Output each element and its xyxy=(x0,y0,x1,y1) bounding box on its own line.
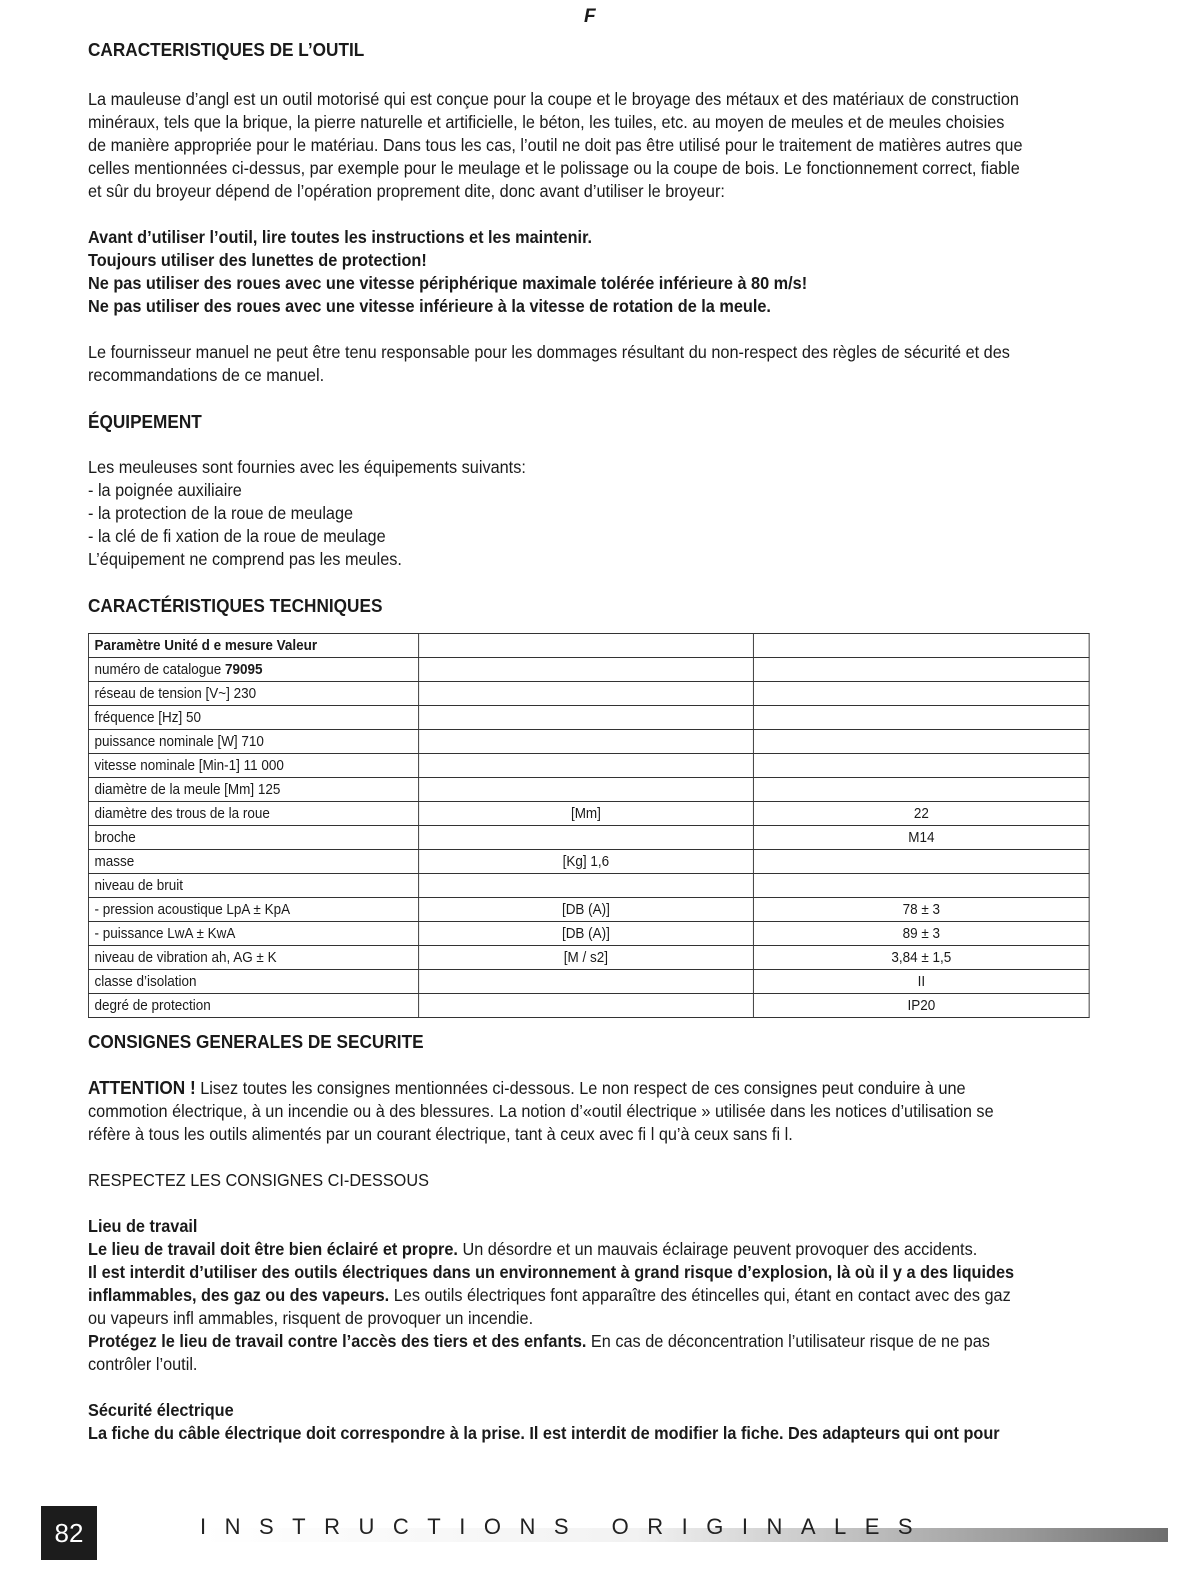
table-row xyxy=(88,850,1089,874)
table-cell: 3,84 ± 1,5 xyxy=(754,946,1090,970)
table-cell xyxy=(418,706,753,730)
subsection-title-electrical-safety: Sécurité électrique xyxy=(88,1400,234,1420)
attention-line: réfère à tous les outils alimentés par un courant électrique, tant à ceux avec fi l qu’à ceux sans fi l. xyxy=(88,1124,793,1144)
footer-label: INSTRUCTIONS ORIGINALES xyxy=(200,1514,932,1539)
workplace-text: Un désordre et un mauvais éclairage peuvent provoquer des accidents. xyxy=(457,1239,978,1259)
table-cell xyxy=(418,874,753,898)
workplace-bold: Protégez le lieu de travail contre l’accès des tiers et des enfants. xyxy=(88,1331,587,1351)
paragraph-line: minéraux, tels que la brique, la pierre naturelle et artificielle, le béton, les tuiles, etc. au moyen de meules et de meules choisies xyxy=(88,112,1005,132)
table-cell: fréquence [Hz] 50 xyxy=(88,706,418,730)
table-cell xyxy=(418,826,753,850)
paragraph-line: celles mentionnées ci-dessus, par exemple pour le meulage et le polissage ou la coupe de bois. Le fonctionnement correct, fiable xyxy=(88,158,1020,178)
workplace-text: En cas de déconcentration l’utilisateur risque de ne pas xyxy=(586,1331,990,1351)
workplace-bold: inflammables, des gaz ou des vapeurs. xyxy=(88,1285,390,1305)
specs-table xyxy=(88,633,1090,1018)
table-cell: [DB (A)] xyxy=(418,898,753,922)
warning-line: Ne pas utiliser des roues avec une vitesse inférieure à la vitesse de rotation de la meule. xyxy=(88,296,771,316)
table-cell xyxy=(418,658,753,682)
document-body xyxy=(88,38,1090,1445)
table-row xyxy=(88,922,1089,946)
table-cell: niveau de bruit xyxy=(88,874,418,898)
equipment-item: - la protection de la roue de meulage xyxy=(88,503,354,523)
table-row xyxy=(88,970,1089,994)
warning-line: Toujours utiliser des lunettes de protection! xyxy=(88,250,427,270)
attention-line: commotion électrique, à un incendie ou à des blessures. La notion d’«outil électrique » utilisée dans les notices d’utilisation se xyxy=(88,1101,994,1121)
table-cell xyxy=(418,754,753,778)
workplace-line xyxy=(88,1330,1090,1353)
section-title-technical-specs: CARACTÉRISTIQUES TECHNIQUES xyxy=(88,595,383,616)
attention-line xyxy=(88,1076,1090,1100)
table-cell: [Mm] xyxy=(418,802,753,826)
table-cell xyxy=(418,682,753,706)
table-row xyxy=(88,634,1089,658)
table-cell xyxy=(754,850,1090,874)
table-row xyxy=(88,658,1089,682)
table-row xyxy=(88,946,1089,970)
table-cell xyxy=(754,778,1090,802)
table-cell xyxy=(754,682,1090,706)
table-cell xyxy=(418,730,753,754)
table-cell: broche xyxy=(88,826,418,850)
workplace-text: Les outils électriques font apparaître des étincelles qui, étant en contact avec des gaz xyxy=(389,1285,1011,1305)
table-cell: masse xyxy=(88,850,418,874)
table-row xyxy=(88,874,1089,898)
table-cell xyxy=(754,730,1090,754)
catalogue-label: numéro de catalogue xyxy=(94,661,225,678)
section-title-safety: CONSIGNES GENERALES DE SECURITE xyxy=(88,1031,424,1052)
equipment-intro: Les meuleuses sont fournies avec les équipements suivants: xyxy=(88,457,526,477)
table-row xyxy=(88,802,1089,826)
page-section-letter: F xyxy=(584,6,596,27)
table-cell: II xyxy=(754,970,1090,994)
table-cell xyxy=(418,634,753,658)
table-cell xyxy=(754,634,1090,658)
table-cell: 22 xyxy=(754,802,1090,826)
table-cell xyxy=(418,970,753,994)
table-cell: diamètre des trous de la roue xyxy=(88,802,418,826)
table-cell: - puissance LwA ± KwA xyxy=(88,922,418,946)
paragraph-line: et sûr du broyeur dépend de l’opération proprement dite, donc avant d’utiliser le broyeur: xyxy=(88,181,725,201)
subsection-title-workplace: Lieu de travail xyxy=(88,1216,198,1236)
workplace-bold: Le lieu de travail doit être bien éclairé et propre. xyxy=(88,1239,458,1259)
paragraph-line: de manière appropriée pour le matériau. Dans tous les cas, l’outil ne doit pas être utilisé pour le traitement de matières autres que xyxy=(88,135,1023,155)
workplace-line: ou vapeurs infl ammables, risquent de provoquer un incendie. xyxy=(88,1308,534,1328)
table-cell xyxy=(88,658,418,682)
table-row xyxy=(88,994,1089,1018)
table-cell: degré de protection xyxy=(88,994,418,1018)
equipment-note: L’équipement ne comprend pas les meules. xyxy=(88,549,402,569)
table-cell: 89 ± 3 xyxy=(754,922,1090,946)
table-row xyxy=(88,706,1089,730)
table-cell: - pression acoustique LpA ± KpA xyxy=(88,898,418,922)
warning-line: Ne pas utiliser des roues avec une vitesse périphérique maximale tolérée inférieure à 80 m/s! xyxy=(88,273,808,293)
table-row xyxy=(88,898,1089,922)
electrical-line: La fiche du câble électrique doit correspondre à la prise. Il est interdit de modifier la fiche. Des adapteurs qui ont pour xyxy=(88,1423,1000,1443)
catalogue-number: 79095 xyxy=(224,661,263,678)
workplace-line: contrôler l’outil. xyxy=(88,1354,198,1374)
table-cell: niveau de vibration ah, AG ± K xyxy=(88,946,418,970)
liability-line: Le fournisseur manuel ne peut être tenu responsable pour les dommages résultant du non-respect des règles de sécurité et des xyxy=(88,342,1010,362)
table-cell: diamètre de la meule [Mm] 125 xyxy=(88,778,418,802)
table-cell: 78 ± 3 xyxy=(754,898,1090,922)
table-cell xyxy=(418,994,753,1018)
section-title-equipment: ÉQUIPEMENT xyxy=(88,411,202,432)
table-cell: M14 xyxy=(754,826,1090,850)
table-cell xyxy=(754,874,1090,898)
table-row xyxy=(88,826,1089,850)
table-cell: IP20 xyxy=(754,994,1090,1018)
workplace-line xyxy=(88,1284,1090,1307)
workplace-line xyxy=(88,1238,1090,1261)
warning-line: Avant d’utiliser l’outil, lire toutes les instructions et les maintenir. xyxy=(88,227,593,247)
table-cell: [Kg] 1,6 xyxy=(418,850,753,874)
attention-text: Lisez toutes les consignes mentionnées ci-dessous. Le non respect de ces consignes peut conduire à une xyxy=(195,1078,966,1098)
table-cell: puissance nominale [W] 710 xyxy=(88,730,418,754)
table-row xyxy=(88,682,1089,706)
table-cell xyxy=(754,706,1090,730)
workplace-line: Il est interdit d’utiliser des outils électriques dans un environnement à grand risque d’explosion, là où il y a des liquides xyxy=(88,1262,1015,1282)
table-cell: [DB (A)] xyxy=(418,922,753,946)
table-header-cell: Paramètre Unité d e mesure Valeur xyxy=(88,634,418,658)
table-cell xyxy=(754,754,1090,778)
table-cell: réseau de tension [V~] 230 xyxy=(88,682,418,706)
table-cell xyxy=(754,658,1090,682)
table-row xyxy=(88,730,1089,754)
table-cell: vitesse nominale [Min-1] 11 000 xyxy=(88,754,418,778)
paragraph-line: La mauleuse d’angl est un outil motorisé qui est conçue pour la coupe et le broyage des métaux et des matériaux de construction xyxy=(88,89,1019,109)
liability-line: recommandations de ce manuel. xyxy=(88,365,325,385)
equipment-item: - la poignée auxiliaire xyxy=(88,480,242,500)
table-row xyxy=(88,754,1089,778)
respect-heading: RESPECTEZ LES CONSIGNES CI-DESSOUS xyxy=(88,1170,429,1190)
table-row xyxy=(88,778,1089,802)
attention-label: ATTENTION ! xyxy=(88,1077,196,1098)
page-number: 82 xyxy=(41,1506,97,1560)
table-cell xyxy=(418,778,753,802)
table-cell: classe d’isolation xyxy=(88,970,418,994)
equipment-item: - la clé de fi xation de la roue de meulage xyxy=(88,526,386,546)
table-cell: [M / s2] xyxy=(418,946,753,970)
section-title-tool-characteristics: CARACTERISTIQUES DE L’OUTIL xyxy=(88,39,365,60)
